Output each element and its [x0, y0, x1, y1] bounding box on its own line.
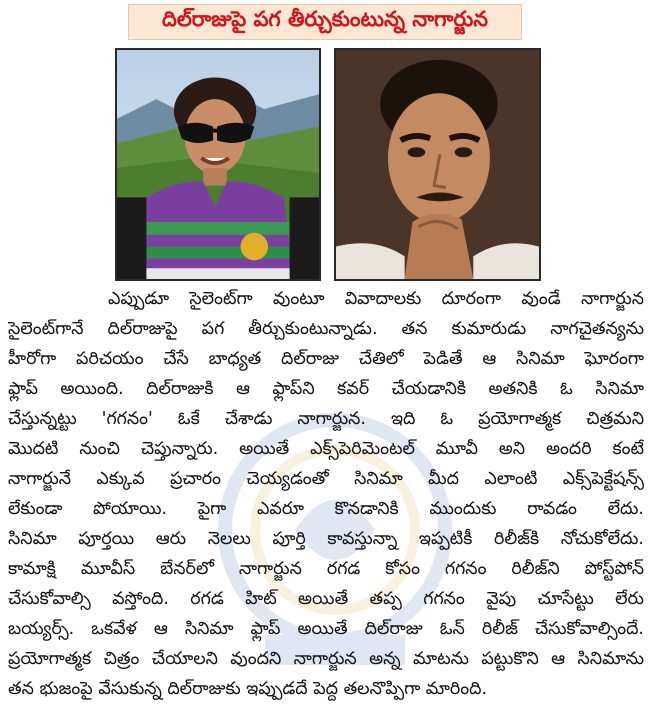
article-line: లేకుండా పోయాయి. పైగా ఎవరూ కొనడానికి ముందుకు రావడం లేదు. [8, 499, 644, 519]
article-line: కామాక్షి మూవీస్ బేనర్‌లో నాగార్జున రగడ కోసం గగనం రిలీజ్‌ని పోస్ట్‌పోన్ [8, 559, 644, 579]
photo-dil-raju-image [336, 50, 539, 279]
photo-dil-raju [334, 48, 541, 281]
article-line: ఎప్పుడూ సైలెంట్‌గా వుంటూ వివాదాలకు దూరంగా వుండే నాగార్జున [108, 289, 644, 309]
headline: దిల్‌రాజుపై పగ తీర్చుకుంటున్న నాగార్జున [162, 7, 488, 31]
article-line: హీరోగా పరిచయం చేసే బాధ్యత దిల్‌రాజు చేతిలో పెడితే ఆ సినిమా ఘోరంగా [8, 349, 644, 369]
photo-nagarjuna-image [117, 50, 319, 279]
article-line: చేసుకోవాల్సి వస్తోంది. రగడ హిట్ అయితే తప్ప గగనం వైపు చూసేట్టు లేరు [8, 589, 644, 609]
headline-banner [128, 4, 522, 40]
article-line: మొదటి నుంచి చెప్తున్నారు. అయితే ఎక్స్‌పెరిమెంటల్ మూవీ అని అందరి కంటే [8, 439, 644, 459]
article-line: సైలెంట్‌గానే దిల్‌రాజుపై పగ తీర్చుకుంటున్నాడు. తన కుమారుడు నాగచైతన్యను [8, 319, 644, 339]
article-line: ఫ్లాప్ అయింది. దిల్‌రాజుకి ఆ ఫ్లాప్‌ని కవర్ చేయడానికి అతనికి ఓ సినిమా [8, 379, 644, 399]
article-line: తన భుజంపై వేసుకున్న దిల్‌రాజుకు ఇప్పుడదే పెద్ద తలనొప్పిగా మారింది. [8, 679, 488, 699]
article-line: బయ్యర్స్. ఒకవేళ ఆ సినిమా ఫ్లాప్ అయితే దిల్‌రాజు ఓన్ రిలీజ్ చేసుకోవాల్సిందే. [8, 619, 644, 639]
article-body [8, 284, 644, 704]
article-line: ప్రయోగాత్మక చిత్రం చేయాలని వుందని నాగార్జున అన్న మాటను పట్టుకొని ఆ సినిమాను [8, 649, 644, 669]
article-line: చేస్తున్నట్టు 'గగనం' ఓకే చేశాడు నాగార్జున. ఇది ఓ ప్రయోగాత్మక చిత్రమని [8, 409, 644, 429]
article-line: సినిమా పూర్తయి ఆరు నెలలు పూర్తి కావస్తున్నా ఇప్పటికీ రిలీజ్‌కి నోచుకోలేదు. [8, 529, 644, 549]
article-line: నాగార్జునే ఎక్కువ ప్రచారం చెయ్యడంతో సినిమా మీద ఎలాంటి ఎక్స్‌పెక్టేషన్స్ [8, 469, 644, 489]
photo-nagarjuna [115, 48, 321, 281]
